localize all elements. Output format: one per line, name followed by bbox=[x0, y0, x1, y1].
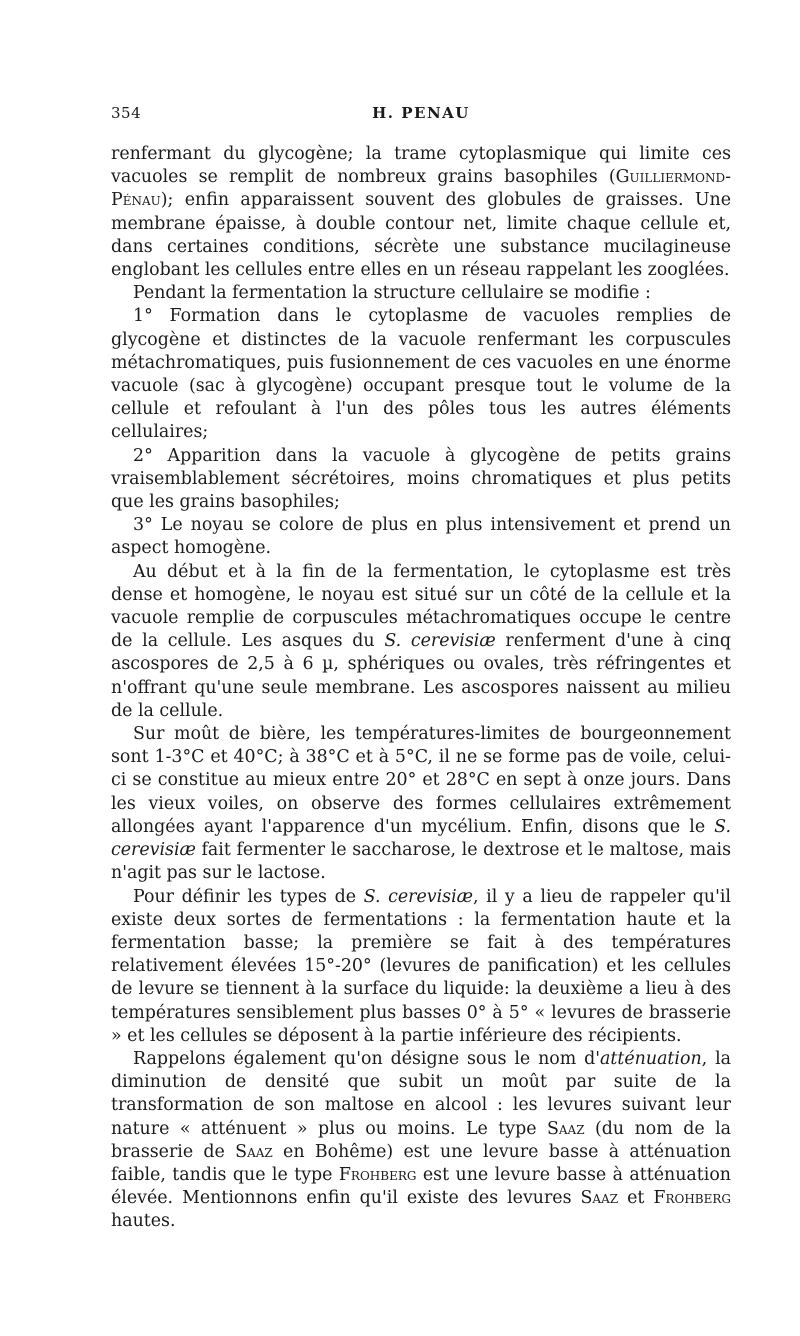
paragraph bbox=[111, 886, 731, 1048]
paragraph bbox=[111, 445, 731, 515]
body-text bbox=[111, 143, 731, 1234]
running-head: H. PENAU bbox=[372, 104, 470, 122]
text-run: ); enfin apparaissent souvent des globules de graisses. Une membrane épaisse, à double contour net, limite chaque cellule et, dans certaines conditions, sécrète une substance mucilagineuse englobant les cellules entre elles en un réseau rappelant les zooglées. bbox=[111, 190, 731, 281]
small-caps-text: Frohberg bbox=[338, 1164, 417, 1185]
small-caps-text: Saaz bbox=[546, 1118, 585, 1139]
small-caps-text: Frohberg bbox=[653, 1188, 731, 1209]
text-run: hautes. bbox=[111, 1211, 176, 1232]
text-run: 1° Formation dans le cytoplasme de vacuoles remplies de glycogène et distinctes de la vacuole renfermant les corpuscules métachromatiques, puis fusionnement de ces vacuoles en une énorme vacuole (sac à glycogène) occupant presque tout le volume de la cellule et refoulant à l'un des pôles tous les autres éléments cellulaires; bbox=[111, 306, 731, 443]
paragraph bbox=[111, 723, 731, 885]
text-run: Au début et à la fin de la fermentation, le cytoplasme est très dense et homogène, le noyau est situé sur un côté de la cellule et la vacuole remplie de corpuscules métachromatiques occupe le centre de la cellule. Les asques du bbox=[111, 561, 731, 652]
small-caps-text: Saaz bbox=[580, 1188, 619, 1209]
page-header bbox=[111, 104, 731, 128]
text-run: en Bohême) est une levure basse à atténuation faible, tandis que le type bbox=[111, 1141, 731, 1185]
italic-text: S. cerevisiæ bbox=[363, 886, 473, 907]
paragraph bbox=[111, 561, 731, 723]
text-run: 2° Apparition dans la vacuole à glycogène de petits grains vraisemblablement sécrétoires, moins chromatiques et plus petits que les grains basophiles; bbox=[111, 445, 731, 513]
small-caps-text: Saaz bbox=[235, 1141, 273, 1162]
text-run: Pour définir les types de bbox=[133, 886, 364, 907]
text-run: (du nom de la brasserie de bbox=[111, 1118, 731, 1162]
small-caps-text: Guilliermond-Pénau bbox=[111, 167, 731, 211]
italic-text: S. cerevisiæ bbox=[111, 816, 731, 861]
paragraph bbox=[111, 305, 731, 444]
text-run: renferment d'une à cinq ascospores de 2,5 à 6 µ, sphériques ou ovales, très réfringentes et n'offrant qu'une seule membrane. Les ascospores naissent au milieu de la cellule. bbox=[111, 631, 731, 721]
paragraph bbox=[111, 282, 731, 305]
italic-text: S. cerevisiæ bbox=[384, 631, 496, 652]
italic-text: atténuation bbox=[600, 1048, 702, 1069]
paragraph bbox=[111, 514, 731, 560]
text-run: Rappelons également qu'on désigne sous le nom d' bbox=[133, 1048, 601, 1069]
paragraph bbox=[111, 143, 731, 282]
text-run: , la diminution de densité que subit un moût par suite de la transformation de son maltose en alcool : les levures suivant leur nature « atténuent » plus ou moins. Le type bbox=[111, 1048, 731, 1139]
text-run: Sur moût de bière, les températures-limites de bourgeonnement sont 1-3°C et 40°C; à 38°C et à 5°C, il ne se forme pas de voile, celui-ci se constitue au mieux entre 20° et 28°C en sept à onze jours. Dans les vieux voiles, on observe des formes cellulaires extrêmement allongées ayant l'apparence d'un mycélium. Enfin, disons que le bbox=[111, 724, 731, 837]
text-run: et bbox=[618, 1188, 654, 1209]
text-run: 3° Le noyau se colore de plus en plus intensivement et prend un aspect homogène. bbox=[111, 515, 731, 559]
text-run: Pendant la fermentation la structure cellulaire se modifie : bbox=[133, 283, 651, 304]
text-run: renfermant du glycogène; la trame cytoplasmique qui limite ces vacuoles se remplit de nombreux grains basophiles ( bbox=[111, 144, 731, 188]
text-run: , il y a lieu de rappeler qu'il existe deux sortes de fermentations : la fermentation haute et la fermentation basse; la première se fait à des températures relativement élevées 15°-20° (levures de panification) et les cellules de levure se tiennent à la surface du liquide: la deuxième a lieu à des températures sensiblement plus basses 0° à 5° « levures de brasserie » et les cellules se déposent à la partie inférieure des récipients. bbox=[111, 886, 731, 1046]
text-run: est une levure basse à atténuation élevée. Mentionnons enfin qu'il existe des levures bbox=[111, 1164, 731, 1209]
page-number: 354 bbox=[111, 104, 142, 122]
paragraph bbox=[111, 1048, 731, 1234]
text-run: fait fermenter le saccharose, le dextrose et le maltose, mais n'agit pas sur le lactose. bbox=[111, 840, 731, 884]
